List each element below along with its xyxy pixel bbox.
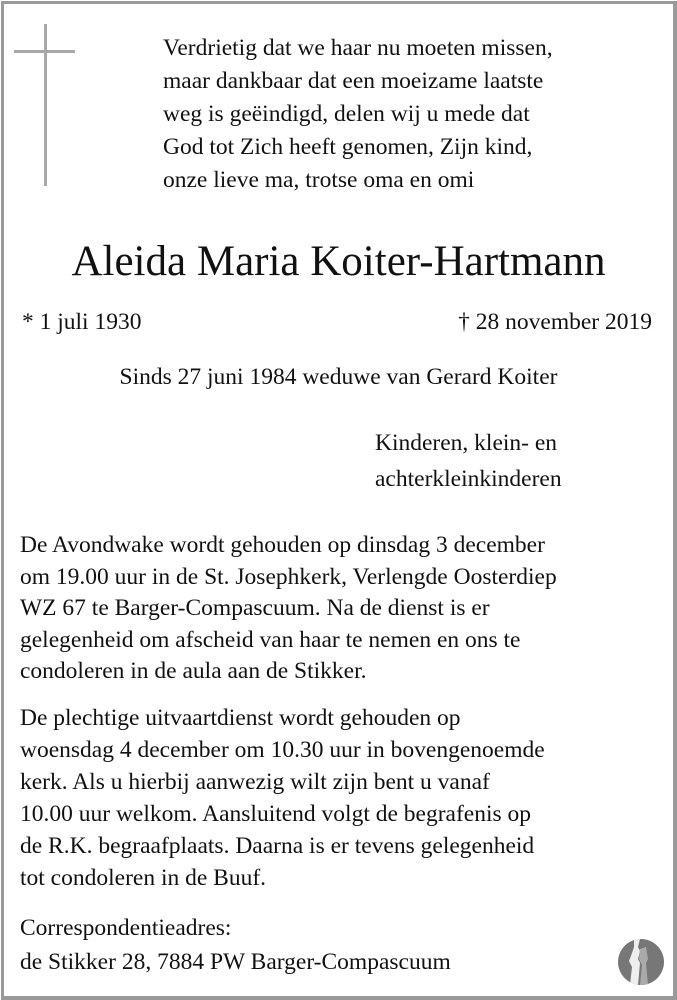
paragraph-line: om 19.00 uur in de St. Josephkerk, Verlengde Oosterdiep [20,563,557,590]
intro-line: onze lieve ma, trotse oma en omi [163,167,475,193]
address-line: Correspondentieadres: [20,915,232,941]
paragraph-line: 10.00 uur welkom. Aansluitend volgt de begrafenis op [20,801,532,827]
family-line: Kinderen, klein- en [375,430,558,456]
memorial-logo-icon [618,939,664,985]
family-signature [375,425,562,497]
family-line: achterkleinkinderen [375,466,562,492]
deceased-name: Aleida Maria Koiter-Hartmann [71,238,606,285]
paragraph-line: De Avondwake wordt gehouden op dinsdag 3 december [20,532,545,558]
paragraph-line: WZ 67 te Barger-Compascuum. Na de dienst is er [20,595,490,621]
correspondence-address [20,911,451,979]
paragraph-line: de R.K. begraafplaats. Daarna is er tevens gelegenheid [20,833,535,859]
birth-date: * 1 juli 1930 [22,309,142,335]
paragraph-line: kerk. Als u hierbij aanwezig wilt zijn bent u vanaf [20,769,490,795]
funeral-paragraph [20,702,545,894]
intro-line: weg is geëindigd, delen wij u mede dat [163,101,530,127]
intro-line: God tot Zich heeft genomen, Zijn kind, [163,134,533,160]
paragraph-line: gelegenheid om afscheid van haar te nemen en ons te [20,626,521,653]
intro-line: maar dankbaar dat een moeizame laatste [163,68,544,94]
address-line: de Stikker 28, 7884 PW Barger-Compascuum [20,949,451,975]
death-date: † 28 november 2019 [458,309,652,335]
intro-line: Verdrietig dat we haar nu moeten missen, [163,35,553,61]
paragraph-line: woensdag 4 december om 10.30 uur in bovengenoemde [20,737,545,763]
intro-text [163,32,553,197]
wake-paragraph [20,530,557,688]
paragraph-line: tot condoleren in de Buuf. [20,865,267,891]
widow-line: Sinds 27 juni 1984 weduwe van Gerard Koiter [119,364,558,390]
paragraph-line: De plechtige uitvaartdienst wordt gehouden op [20,705,461,731]
paragraph-line: condoleren in de aula aan de Stikker. [20,658,367,684]
